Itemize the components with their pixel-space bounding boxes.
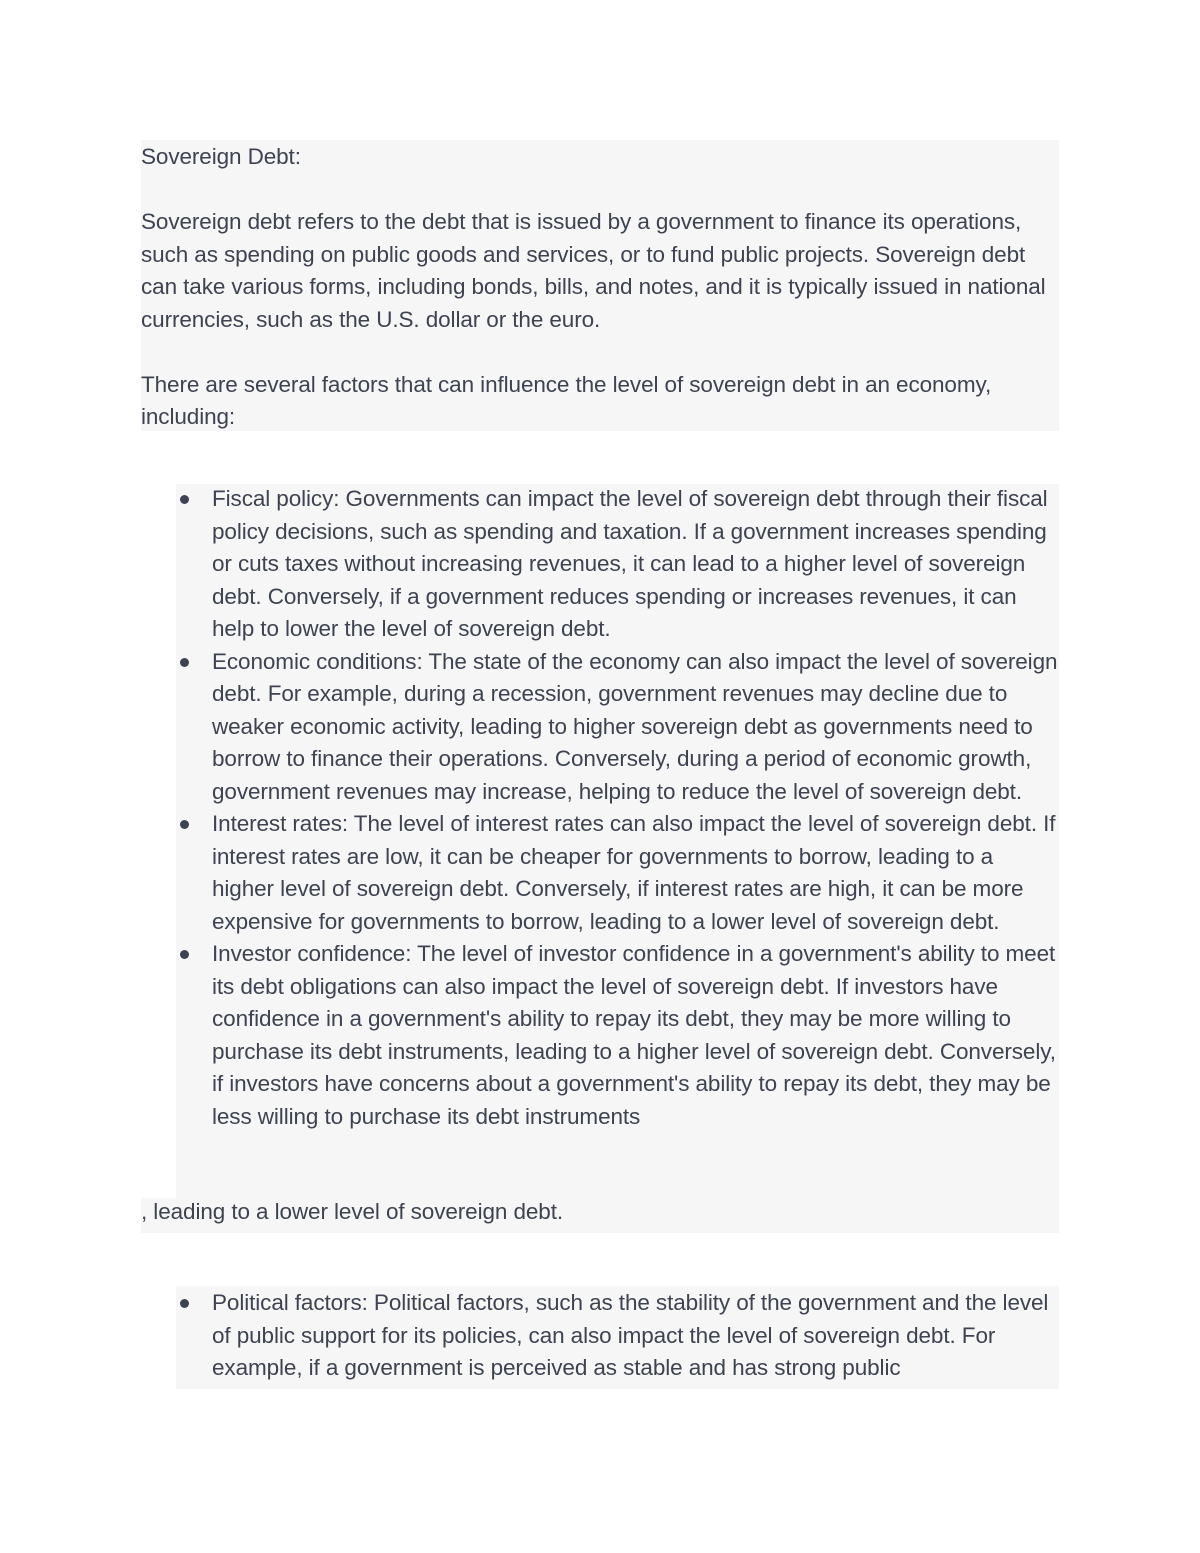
list-item [176, 646, 1059, 809]
bullet-icon [180, 495, 189, 504]
list-item-text: Investor confidence: The level of investor confidence in a government's ability to meet its debt obligations can also impact the level of sovereign debt. If investors have confidence in a government's ability to repay its debt, they may be more willing to purchase its debt instruments, leading to a higher level of sovereign debt. Conversely, if investors have concerns about a government's ability to repay its debt, they may be less willing to purchase its debt instruments [212, 941, 1056, 1129]
continuation-block [141, 1198, 1059, 1233]
continuation-text: , leading to a lower level of sovereign debt. [141, 1199, 564, 1224]
list-item [176, 808, 1059, 938]
intro-block [141, 140, 1059, 431]
list-item-text: Fiscal policy: Governments can impact the level of sovereign debt through their fiscal policy decisions, such as spending and taxation. If a government increases spending or cuts taxes without increasing revenues, it can lead to a higher level of sovereign debt. Conversely, if a government reduces spending or increases revenues, it can help to lower the level of sovereign debt. [212, 486, 1048, 641]
spacer [141, 174, 1059, 207]
list-item-text: Interest rates: The level of interest rates can also impact the level of sovereign debt. If interest rates are low, it can be cheaper for governments to borrow, leading to a higher level of sovereign debt. Conversely, if interest rates are high, it can be more expensive for governments to borrow, leading to a lower level of sovereign debt. [212, 811, 1056, 934]
bullet-icon [180, 658, 189, 667]
factors-list [176, 483, 1059, 1133]
factors-list-block [176, 484, 1059, 1198]
bullet-icon [180, 950, 189, 959]
list-item [176, 1287, 1059, 1385]
factors-list-more-block [176, 1286, 1059, 1389]
spacer [141, 336, 1059, 369]
bullet-icon [180, 1299, 189, 1308]
document-heading: Sovereign Debt: [141, 144, 301, 169]
list-item [176, 938, 1059, 1133]
factors-list-more [176, 1287, 1059, 1385]
list-item-text: Political factors: Political factors, such as the stability of the government and the level of public support for its policies, can also impact the level of sovereign debt. For example, if a government is perceived as stable and has strong public [212, 1290, 1049, 1380]
list-item [176, 483, 1059, 646]
factors-intro: There are several factors that can influence the level of sovereign debt in an economy, including: [141, 371, 992, 429]
bullet-icon [180, 820, 189, 829]
list-item-text: Economic conditions: The state of the economy can also impact the level of sovereign debt. For example, during a recession, government revenues may decline due to weaker economic activity, leading to higher sovereign debt as governments need to borrow to finance their operations. Conversely, during a period of economic growth, government revenues may increase, helping to reduce the level of sovereign debt. [212, 648, 1058, 804]
intro-paragraph: Sovereign debt refers to the debt that is issued by a government to finance its operations, such as spending on public goods and services, or to fund public projects. Sovereign debt can take various forms, including bonds, bills, and notes, and it is typically issued in national currencies, such as the U.S. dollar or the euro. [141, 209, 1046, 332]
